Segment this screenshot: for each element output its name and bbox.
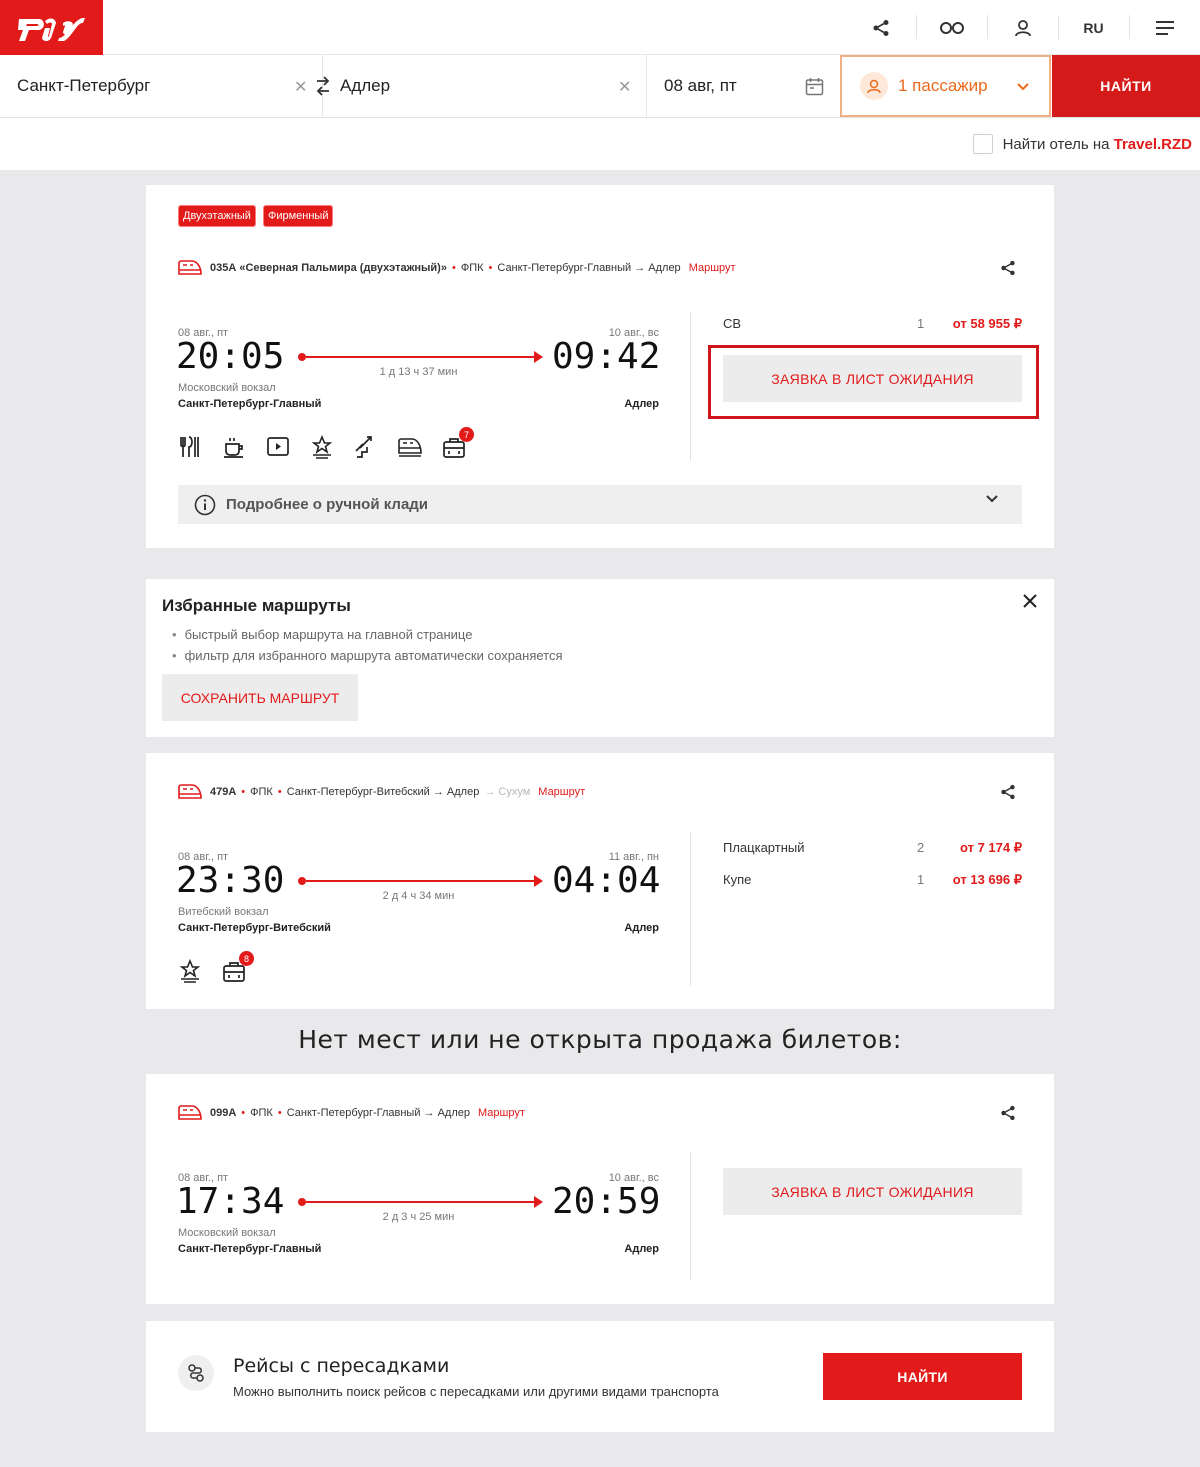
train-icon — [178, 260, 202, 276]
hotel-option[interactable] — [973, 134, 1192, 154]
calendar-button[interactable] — [805, 77, 824, 100]
luggage-icon[interactable] — [442, 429, 469, 461]
rzd-logo-icon — [15, 11, 89, 45]
no-seats-heading: Нет мест или не открыта продажа билетов: — [298, 1025, 902, 1054]
swap-arrows-icon — [314, 75, 332, 97]
train-number: 099А — [210, 1107, 237, 1119]
header-share-button[interactable] — [845, 0, 916, 55]
seat-count: 2 — [917, 840, 925, 855]
luggage-icon[interactable] — [222, 953, 249, 985]
to-value: Адлер — [340, 76, 391, 95]
seat-class-name: СВ — [723, 316, 742, 331]
header-accessibility-button[interactable] — [916, 0, 987, 55]
departure-vokzal: Московский вокзал — [178, 1227, 276, 1239]
top-bar — [0, 0, 1200, 55]
train-info-line: 035А «Северная Пальмира (двухэтажный)» • ФПК • Санкт-Петербург-Главный → Адлер Маршрут — [178, 260, 736, 276]
departure-time: 17:34 — [176, 1181, 285, 1222]
from-value: Санкт-Петербург — [17, 76, 151, 95]
route-link[interactable]: Маршрут — [538, 786, 586, 798]
search-find-button[interactable]: НАЙТИ — [1052, 55, 1200, 117]
passengers-value: 1 пассажир — [898, 76, 988, 95]
seat-count: 1 — [917, 872, 925, 887]
seat-count: 1 — [917, 316, 925, 331]
clear-from-icon[interactable]: ✕ — [294, 77, 308, 96]
carrier: ФПК — [250, 1107, 273, 1119]
carrier: ФПК — [460, 262, 484, 274]
arrival-station: Адлер — [624, 1243, 659, 1255]
coffee-icon[interactable] — [222, 435, 248, 461]
save-route-button[interactable]: СОХРАНИТЬ МАРШРУТ — [162, 674, 358, 721]
seat-price: от 7 174 ₽ — [959, 840, 1022, 855]
card-share-button[interactable] — [1000, 1105, 1016, 1125]
calendar-icon — [805, 77, 824, 96]
departure-time: 20:05 — [176, 336, 285, 377]
arrival-time: 20:59 — [552, 1181, 661, 1222]
user-icon — [1014, 19, 1032, 37]
train-icon — [178, 1105, 202, 1121]
arrival-time: 04:04 — [552, 860, 661, 901]
service-icons — [178, 429, 469, 461]
menu-icon — [1155, 21, 1175, 35]
departure-date: 08 авг., пт — [178, 1172, 229, 1184]
transfers-title: Рейсы с пересадками — [233, 1355, 450, 1377]
carrier: ФПК — [250, 786, 273, 798]
transfers-subtitle: Можно выполнить поиск рейсов с пересадками или другими видами транспорта — [233, 1384, 719, 1399]
train-icon — [178, 784, 202, 800]
departure-vokzal: Витебский вокзал — [178, 906, 269, 918]
waitlist-button[interactable]: ЗАЯВКА В ЛИСТ ОЖИДАНИЯ — [723, 355, 1022, 402]
passenger-avatar-icon — [860, 72, 888, 100]
arrival-date: 10 авг., вс — [608, 1172, 659, 1184]
close-icon — [1022, 593, 1038, 609]
train-card-035a — [146, 185, 1054, 548]
train-card-099a — [146, 1074, 1054, 1304]
arrival-station: Адлер — [624, 922, 659, 934]
hotel-brand[interactable]: Travel.RZD — [1113, 135, 1192, 153]
info-icon — [194, 494, 216, 516]
luggage-count-badge: 8 — [239, 951, 254, 966]
hotel-checkbox[interactable] — [973, 134, 993, 154]
hotel-label: Найти отель на — [1002, 135, 1110, 153]
share-icon — [872, 19, 890, 37]
header-menu-button[interactable] — [1129, 0, 1200, 55]
departure-station: Санкт-Петербург-Витебский — [178, 922, 331, 934]
route: Санкт-Петербург-Витебский → Адлер — [286, 786, 480, 798]
chevron-down-icon — [986, 495, 998, 503]
favorites-benefits-list — [172, 627, 563, 669]
share-icon — [1000, 1105, 1016, 1121]
to-field[interactable] — [340, 55, 610, 117]
transfer-icon — [178, 1355, 214, 1391]
luggage-info-label: Подробнее о ручной клади — [226, 496, 429, 513]
train-type-icon[interactable] — [398, 435, 424, 461]
share-icon — [1000, 260, 1016, 276]
departure-date: 08 авг., пт — [178, 851, 229, 863]
route: Санкт-Петербург-Главный → Адлер — [286, 1107, 471, 1119]
travel-duration: 1 д 13 ч 37 мин — [379, 366, 458, 378]
travel-duration: 2 д 4 ч 34 мин — [382, 890, 455, 902]
clear-to-icon[interactable]: ✕ — [618, 77, 632, 96]
waitlist-highlight-frame — [708, 345, 1039, 419]
seat-price: от 13 696 ₽ — [952, 872, 1022, 887]
journey-arrow — [298, 1196, 543, 1208]
departure-date: 08 авг., пт — [178, 327, 229, 339]
route-link[interactable]: Маршрут — [478, 1107, 525, 1119]
swap-button[interactable] — [314, 75, 332, 101]
route-link[interactable]: Маршрут — [688, 262, 736, 274]
video-icon[interactable] — [266, 435, 292, 461]
premium-icon[interactable] — [310, 435, 336, 461]
seat-class-name: Плацкартный — [723, 840, 805, 855]
arrival-date: 11 авг., пн — [608, 851, 659, 863]
departure-station: Санкт-Петербург-Главный — [178, 1243, 322, 1255]
departure-vokzal: Московский вокзал — [178, 382, 276, 394]
transfers-card — [146, 1321, 1054, 1432]
rzd-logo[interactable] — [0, 0, 103, 55]
from-field[interactable] — [17, 55, 297, 117]
card-share-button[interactable] — [1000, 260, 1016, 280]
train-number: 035А «Северная Пальмира (двухэтажный)» — [210, 262, 447, 274]
chevron-down-icon — [1017, 83, 1029, 91]
language-switcher[interactable] — [1058, 0, 1129, 55]
train-info-line: 479А • ФПК • Санкт-Петербург-Витебский → Адлер → Сухум Маршрут — [178, 784, 585, 800]
arrival-time: 09:42 — [552, 336, 661, 377]
service-icons — [178, 953, 249, 985]
hotel-bar — [0, 118, 1200, 170]
card-share-button[interactable] — [1000, 784, 1016, 804]
share-icon — [1000, 784, 1016, 800]
passengers-select[interactable] — [840, 55, 1051, 117]
train-card-479a — [146, 753, 1054, 1009]
route: Санкт-Петербург-Главный → Адлер — [497, 262, 681, 274]
transfers-find-button[interactable]: НАЙТИ — [823, 1353, 1022, 1400]
luggage-count-badge: 7 — [459, 427, 474, 442]
journey-arrow — [298, 351, 543, 363]
language-label: RU — [1083, 19, 1104, 36]
seat-price: от 58 955 ₽ — [952, 316, 1022, 331]
train-number: 479А — [210, 786, 237, 798]
arrival-station: Адлер — [624, 398, 659, 410]
close-favorites-button[interactable] — [1022, 593, 1038, 613]
waitlist-button[interactable]: ЗАЯВКА В ЛИСТ ОЖИДАНИЯ — [723, 1168, 1022, 1215]
premium-icon[interactable] — [178, 959, 204, 985]
glasses-icon — [939, 21, 965, 35]
arrival-date: 10 авг., вс — [608, 327, 659, 339]
departure-station: Санкт-Петербург-Главный — [178, 398, 322, 410]
favorites-title: Избранные маршруты — [162, 596, 351, 615]
date-value: 08 авг, пт — [664, 76, 737, 95]
list-item: • фильтр для избранного маршрута автоматически сохраняется — [172, 648, 563, 669]
stairs-icon[interactable] — [354, 435, 380, 461]
search-bar — [0, 55, 1200, 118]
badge-branded: Фирменный — [263, 205, 334, 227]
list-item: • быстрый выбор маршрута на главной странице — [172, 627, 563, 648]
restaurant-icon[interactable] — [178, 435, 204, 461]
departure-time: 23:30 — [176, 860, 285, 901]
train-info-line: 099А • ФПК • Санкт-Петербург-Главный → Адлер Маршрут — [178, 1105, 525, 1121]
travel-duration: 2 д 3 ч 25 мин — [382, 1211, 455, 1223]
header-profile-button[interactable] — [987, 0, 1058, 55]
luggage-info-accordion[interactable] — [178, 485, 1022, 524]
route-extension: → Сухум — [484, 786, 531, 798]
journey-arrow — [298, 875, 543, 887]
favorite-routes-card — [146, 579, 1054, 737]
seat-class-name: Купе — [723, 872, 752, 887]
badge-double-decker: Двухэтажный — [178, 205, 256, 227]
